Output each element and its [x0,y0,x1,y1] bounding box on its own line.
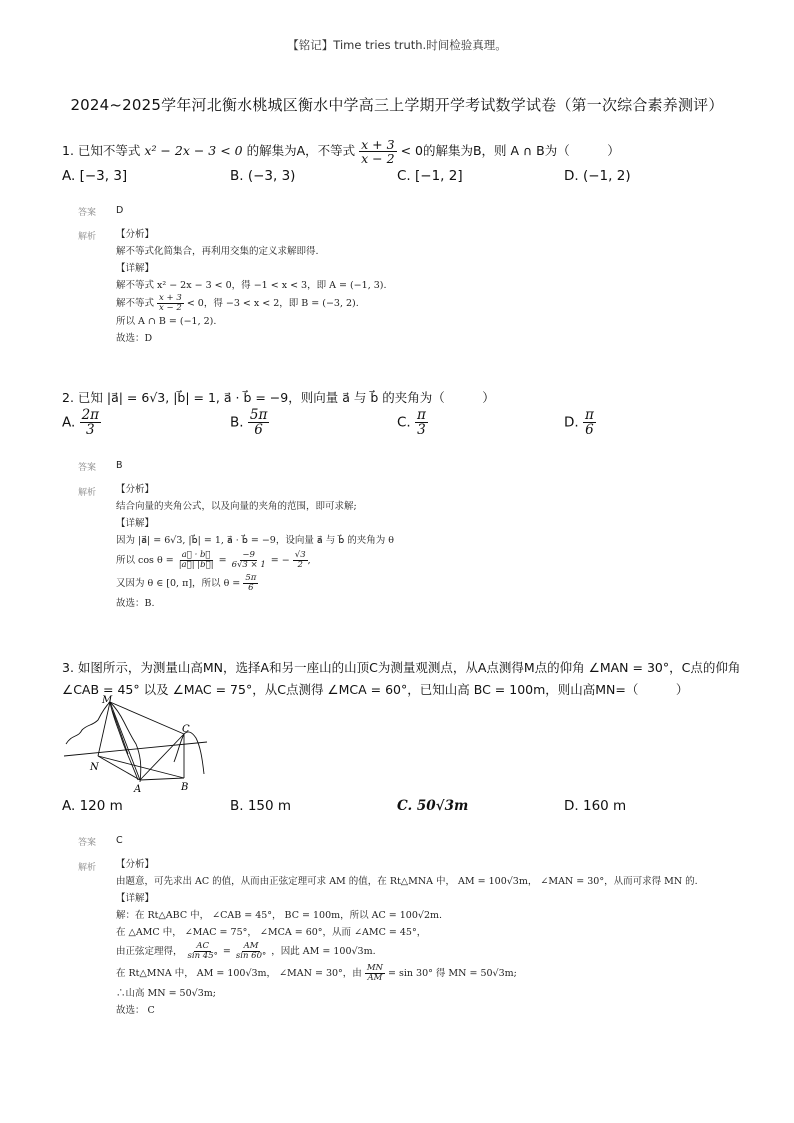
q1-answer-tag: 答案 [78,208,97,218]
q3-explanation: 【分析】 由题意，可先求出 AC 的值，从而由正弦定理可求 AM 的值，在 Rt△MNA 中， AM = 100√3m， ∠MAN = 30°，从而可求得 MN 的. 【详解】 解：在 Rt△ABC 中， ∠CAB = 45°， BC = 100m，所以 AC = 100√2m. 在 △AMC 中， ∠MAC = 75°， ∠MCA = 60°，从而 ∠AMC = 45°， 由正弦定理得， $\frac{AC}{\sin 45^\circ}$ = $\frac{AM}{\sin 60^\circ}$ ，因此 AM = 100√3m. 在 Rt△MNA 中， AM = 100√3m， ∠MAN = 30°，由 $\frac{MN}{AM}$ = sin 30° 得 MN = 50√3m; ∴山高 MN = 50√3m; 故选： C [116,859,698,1016]
q1-option-c[interactable]: C. [−1, 2] [397,168,463,184]
q1-option-b[interactable]: B. (−3, 3) [230,168,296,184]
q1-stem: 1. 已知不等式 x² − 2x − 3 < 0 的解集为A，不等式 $\frac{x + 3}{x - 2}$ < 0的解集为B，则 A ∩ B为（ ） [62,137,620,167]
q3-option-a[interactable]: A. 120 m [62,798,123,814]
label-m: M [102,695,113,706]
page-header: 【铭记】Time tries truth.时间检验真理。 [287,38,507,52]
q1-option-d[interactable]: D. (−1, 2) [564,168,631,184]
q1-answer: D [116,205,124,216]
q2-answer: B [116,460,123,471]
q1-option-a[interactable]: A. [−3, 3] [62,168,128,184]
q2-explanation: 【分析】 结合向量的夹角公式，以及向量的夹角的范围，即可求解; 【详解】 因为 |a⃗| = 6√3, |b⃗| = 1, a⃗ · b⃗ = −9，设向量 a⃗ 与 b⃗ 的夹角为 θ 所以 cos θ = $\frac{a⃗ \cdot b⃗}{|a⃗| |b⃗|}$ = $\frac{-9}{6√3 \times 1}$ = − $\frac{√3}{2}$ , 又因为 θ ∈ [0, π]，所以 θ = $\frac{5\pi}{6}$ 故选：B. [116,484,395,609]
q1-analysis-tag: 解析 [78,232,97,242]
label-c: C [182,724,190,735]
q3-answer-tag: 答案 [78,838,97,848]
label-n: N [90,762,99,773]
q2-option-d[interactable]: D. $\frac{\pi}{6}$ [564,407,594,439]
label-a: A [134,784,142,795]
q3-option-d[interactable]: D. 160 m [564,798,627,814]
mountain-figure [62,694,212,796]
q3-stem-line1: 3. 如图所示，为测量山高MN，选择A和另一座山的山顶C为测量观测点，从A点测得M点的仰角 ∠MAN = 30°，C点的仰角 [62,660,741,675]
q1-fraction: $\frac{x + 3}{x - 2}$ [361,137,395,167]
q3-option-b[interactable]: B. 150 m [230,798,292,814]
exam-title: 2024~2025学年河北衡水桃城区衡水中学高三上学期开学考试数学试卷（第一次综合素养测评） [70,96,724,114]
q2-option-b[interactable]: B. $\frac{5\pi}{6}$ [230,407,268,439]
q3-stem-line2: ∠CAB = 45° 以及 ∠MAC = 75°，从C点测得 ∠MCA = 60°，已知山高 BC = 100m，则山高MN=（ ） [62,682,689,697]
q2-option-c[interactable]: C. $\frac{\pi}{3}$ [397,407,426,439]
q2-analysis-tag: 解析 [78,488,97,498]
q2-answer-tag: 答案 [78,463,97,473]
q2-option-a[interactable]: A. $\frac{2\pi}{3}$ [62,407,100,439]
q2-stem: 2. 已知 |a⃗| = 6√3, |b⃗| = 1, a⃗ · b⃗ = −9，则向量 a⃗ 与 b⃗ 的夹角为（ ） [62,390,495,405]
label-b: B [181,782,189,793]
q3-answer: C [116,835,123,846]
q1-explanation: 【分析】 解不等式化简集合，再利用交集的定义求解即得. 【详解】 解不等式 x² − 2x − 3 < 0，得 −1 < x < 3，即 A = (−1, 3). 解不等式 $\frac{x + 3}{x - 2}$ < 0，得 −3 < x < 2，即 B = (−3, 2). 所以 A ∩ B = (−1, 2). 故选：D [116,229,387,344]
q3-option-c[interactable]: C. 50√3m [397,798,469,814]
q3-analysis-tag: 解析 [78,863,97,873]
